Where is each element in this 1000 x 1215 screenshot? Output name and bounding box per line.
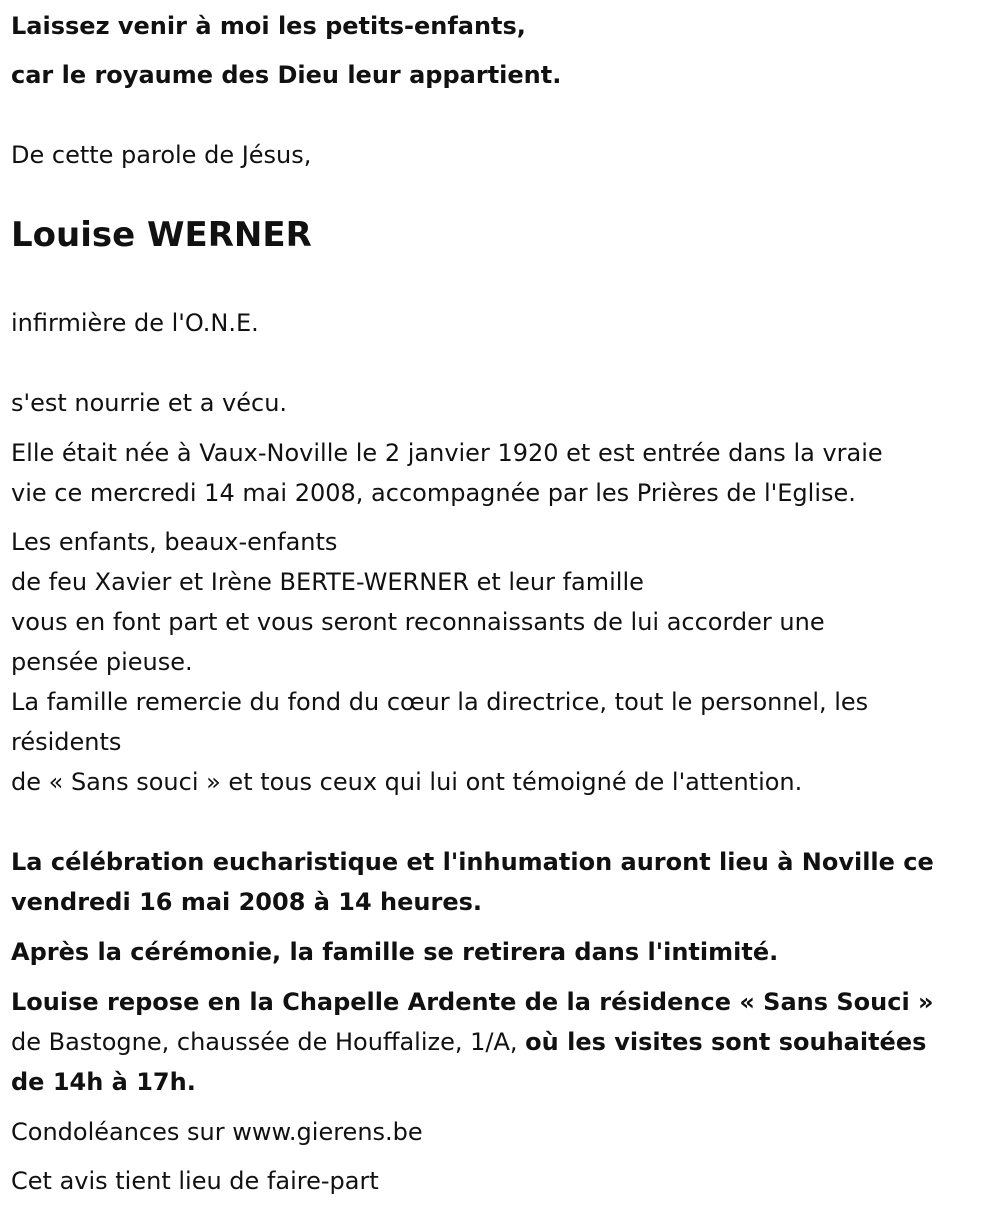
notice-text: Cet avis tient lieu de faire-part: [11, 1167, 379, 1195]
verse-line-1: Laissez venir à moi les petits-enfants,: [11, 12, 526, 40]
biography-line-1: Elle était née à Vaux-Noville le 2 janvier 1920 et est entrée dans la vraie: [11, 439, 883, 467]
family-line-6: résidents: [11, 728, 122, 756]
deceased-name: Louise WERNER: [11, 215, 312, 255]
visitation-line-1: Louise repose en la Chapelle Ardente de la résidence « Sans Souci »: [11, 988, 934, 1016]
family-line-3: vous en font part et vous seront reconnaissants de lui accorder une: [11, 608, 825, 636]
condolences-text: Condoléances sur www.gierens.be: [11, 1118, 423, 1146]
family-line-4: pensée pieuse.: [11, 648, 193, 676]
lead-text: De cette parole de Jésus,: [11, 141, 312, 169]
family-line-1: Les enfants, beaux-enfants: [11, 528, 338, 556]
visitation-address: de Bastogne, chaussée de Houffalize, 1/A,: [11, 1028, 526, 1056]
ceremony-line-1: La célébration eucharistique et l'inhumation auront lieu à Noville ce: [11, 848, 934, 876]
family-line-2: de feu Xavier et Irène BERTE-WERNER et leur famille: [11, 568, 644, 596]
lived-text: s'est nourrie et a vécu.: [11, 389, 288, 417]
family-line-5: La famille remercie du fond du cœur la directrice, tout le personnel, les: [11, 688, 869, 716]
family-line-7: de « Sans souci » et tous ceux qui lui ont témoigné de l'attention.: [11, 768, 803, 796]
verse-line-2: car le royaume des Dieu leur appartient.: [11, 61, 562, 89]
ceremony-line-2: vendredi 16 mai 2008 à 14 heures.: [11, 888, 483, 916]
visitation-line-2: [11, 1022, 926, 1062]
occupation-text: infirmière de l'O.N.E.: [11, 309, 259, 337]
visitation-hours-note: où les visites sont souhaitées: [525, 1028, 927, 1056]
ceremony-after: Après la cérémonie, la famille se retirera dans l'intimité.: [11, 938, 779, 966]
visitation-line-3: de 14h à 17h.: [11, 1068, 196, 1096]
biography-line-2: vie ce mercredi 14 mai 2008, accompagnée par les Prières de l'Eglise.: [11, 479, 856, 507]
